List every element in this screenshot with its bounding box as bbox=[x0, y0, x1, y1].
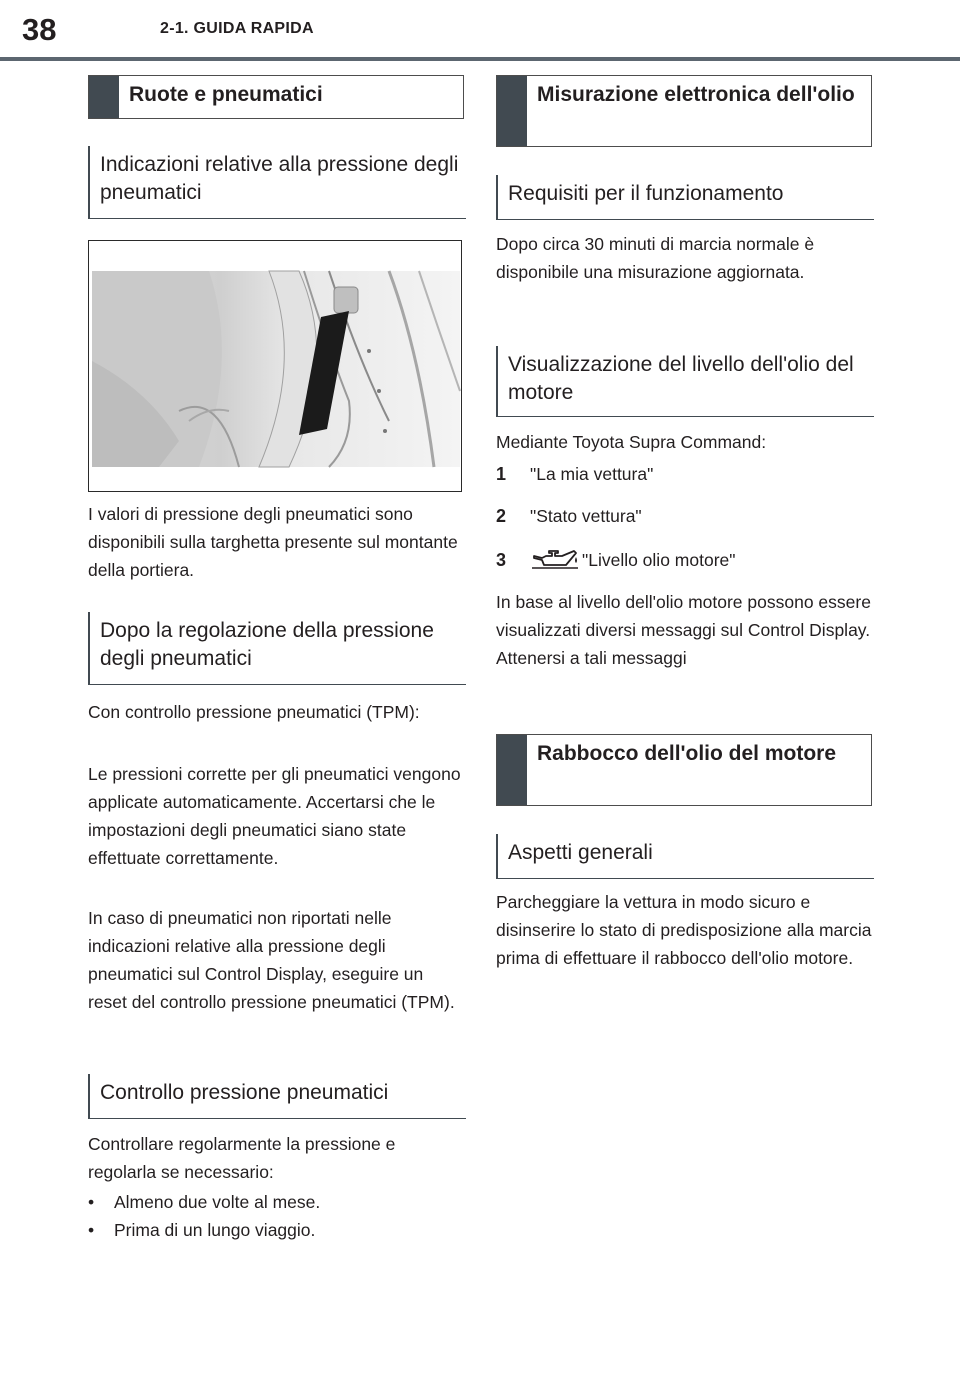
subheading-tire-pressure-info bbox=[88, 146, 466, 219]
subheading-after-adjustment bbox=[88, 612, 466, 685]
step-text: "Stato vettura" bbox=[530, 506, 642, 526]
bullet-dot: • bbox=[88, 1220, 95, 1240]
paragraph-supra-command: Mediante Toyota Supra Command: bbox=[496, 432, 767, 452]
paragraph-check-regularly: Controllare regolarmente la pressione e regolarla se necessario: bbox=[88, 1134, 396, 1182]
section-heading-wheels bbox=[88, 75, 464, 119]
subheading-oil-level-display bbox=[496, 346, 874, 417]
subheading-general-aspects bbox=[496, 834, 874, 879]
subheading-text: Visualizzazione del livello dell'olio del motore bbox=[508, 353, 854, 404]
step-number: 3 bbox=[496, 550, 507, 570]
section-heading-oil-measurement bbox=[496, 75, 872, 147]
paragraph-reset-tpm: In caso di pneumatici non riportati nelle indicazioni relative alla pressione degli pneumatici sul Control Display, eseguire un reset del controllo pressione pneumatici (TPM). bbox=[88, 908, 455, 1012]
step-item-2 bbox=[496, 502, 872, 530]
bullet-text: Prima di un lungo viaggio. bbox=[114, 1220, 316, 1240]
paragraph-park-safely: Parcheggiare la vettura in modo sicuro e disinserire lo stato di predisposizione alla marcia prima di effettuare il rabbocco dell'olio motore. bbox=[496, 892, 872, 968]
subheading-requirements bbox=[496, 175, 874, 220]
section-heading-text: Misurazione elettronica dell'olio bbox=[537, 83, 855, 106]
paragraph-oil-messages: In base al livello dell'olio motore possono essere visualizzati diversi messaggi sul Control Display. Attenersi a tali messaggi bbox=[496, 592, 871, 668]
chapter-title: 2-1. GUIDA RAPIDA bbox=[160, 20, 314, 37]
step-item-1 bbox=[496, 460, 872, 488]
paragraph-correct-pressures: Le pressioni corrette per gli pneumatici vengono applicate automaticamente. Accertarsi che le impostazioni degli pneumatici siano state effettuate correttamente. bbox=[88, 764, 461, 868]
step-number: 2 bbox=[496, 506, 507, 526]
bullet-dot: • bbox=[88, 1192, 95, 1212]
header-rule bbox=[0, 57, 960, 61]
heading-bar bbox=[497, 76, 527, 146]
section-heading-oil-topup bbox=[496, 734, 872, 806]
list-item bbox=[88, 1216, 464, 1244]
subheading-pressure-check bbox=[88, 1074, 466, 1119]
subheading-text: Requisiti per il funzionamento bbox=[508, 182, 784, 205]
subheading-text: Dopo la regolazione della pressione degli pneumatici bbox=[100, 619, 434, 670]
paragraph-measurement-available: Dopo circa 30 minuti di marcia normale è disponibile una misurazione aggiornata. bbox=[496, 234, 815, 282]
step-item-3 bbox=[496, 546, 872, 574]
page-number: 38 bbox=[22, 12, 57, 47]
paragraph-tpm: Con controllo pressione pneumatici (TPM): bbox=[88, 702, 420, 722]
paragraph-pressure-values: I valori di pressione degli pneumatici sono disponibili sulla targhetta presente sul montante della portiera. bbox=[88, 504, 458, 580]
section-heading-text: Rabbocco dell'olio del motore bbox=[537, 742, 837, 765]
section-heading-text: Ruote e pneumatici bbox=[129, 83, 323, 106]
door-pillar-illustration bbox=[89, 241, 461, 491]
step-text: "La mia vettura" bbox=[530, 464, 654, 484]
subheading-text: Indicazioni relative alla pressione degli pneumatici bbox=[100, 153, 459, 204]
step-number: 1 bbox=[496, 464, 507, 484]
subheading-text: Aspetti generali bbox=[508, 841, 653, 864]
subheading-text: Controllo pressione pneumatici bbox=[100, 1081, 389, 1104]
heading-bar bbox=[497, 735, 527, 805]
bullet-text: Almeno due volte al mese. bbox=[114, 1192, 321, 1212]
step-text: "Livello olio motore" bbox=[582, 550, 736, 570]
heading-bar bbox=[89, 76, 119, 118]
page-header bbox=[0, 0, 960, 62]
door-pillar-figure bbox=[88, 240, 462, 492]
list-item bbox=[88, 1188, 464, 1216]
oil-can-icon bbox=[530, 548, 580, 570]
